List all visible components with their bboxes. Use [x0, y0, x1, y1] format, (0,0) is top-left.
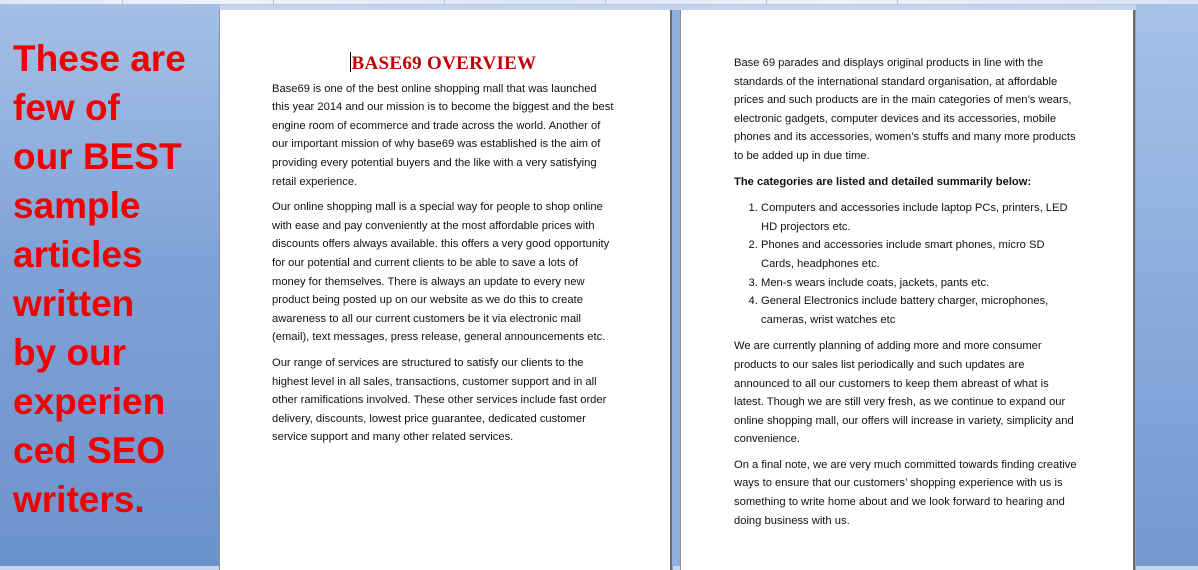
paragraph[interactable]: Base 69 parades and displays original products in line with the standards of the international standard organisation, at affordable prices and such products are in the main categories of men’s wears, electronic gadgets, computer devices and its accessories, mobile phones and its accessories, women’s stuffs and many more products to be added up in due time. [734, 57, 1076, 162]
document-title[interactable] [272, 52, 614, 74]
document-page-1[interactable] [220, 10, 670, 570]
categories-list [734, 199, 1077, 329]
page-1-content[interactable] [272, 10, 614, 454]
list-item[interactable]: 2. Phones and accessories include smart phones, micro SD Cards, headphones etc. [761, 236, 1077, 273]
document-title-text: BASE69 OVERVIEW [351, 53, 537, 74]
promo-heading: These are few of our BEST sample articles written by our experien ced SEO writers. [13, 38, 186, 520]
paragraph[interactable]: Our range of services are structured to satisfy our clients to the highest level in all sales, transactions, customer support and in all other ramifications involved. These other services include fast order delivery, discounts, lowest price guarantee, dedicated customer service support and many other related services. [272, 356, 607, 444]
list-item[interactable]: 4. General Electronics include battery charger, microphones, cameras, wrist watches etc [761, 292, 1077, 329]
page-2-content[interactable] [734, 10, 1077, 537]
categories-heading[interactable]: The categories are listed and detailed summarily below: [734, 175, 1032, 188]
paragraph[interactable]: On a final note, we are very much committed towards finding creative ways to ensure that our customers’ shopping experience with us is something to write home about and we look forward to hearing and doing business with us. [734, 458, 1077, 527]
workspace-background [1136, 4, 1198, 566]
document-page-2[interactable] [681, 10, 1133, 570]
paragraph[interactable]: Base69 is one of the best online shopping mall that was launched this year 2014 and our mission is to become the biggest and the best engine room of ecommerce and trade across the world. Another of our important mission of why base69 was established is the aim of providing every potential buyers and the like with a very satisfying retail experience. [272, 82, 614, 188]
list-item[interactable]: 3. Men-s wears include coats, jackets, pants etc. [761, 274, 1077, 293]
paragraph[interactable]: Our online shopping mall is a special way for people to shop online with ease and pay conveniently at the most affordable prices with discounts offers always available. this offers a very good opportunity for our potential and current clients to be able to save a lots of money for themselves. There is always an update to every new product being posted up on our website as we do this to create awareness to all our current customers be it via electronic mail (email), text messages, press release, general announcements etc. [272, 201, 610, 344]
promo-panel [0, 4, 220, 566]
page-gap [672, 10, 681, 566]
list-item[interactable]: 1. Computers and accessories include laptop PCs, printers, LED HD projectors etc. [761, 199, 1077, 236]
text-cursor [350, 52, 351, 72]
paragraph[interactable]: We are currently planning of adding more and more consumer products to our sales list periodically and such updates are announced to all our customers to keep them abreast of what is latest. Though we are still very fresh, as we continue to expand our online shopping mall, our offers will increase in variety, simplicity and convenience. [734, 340, 1074, 446]
